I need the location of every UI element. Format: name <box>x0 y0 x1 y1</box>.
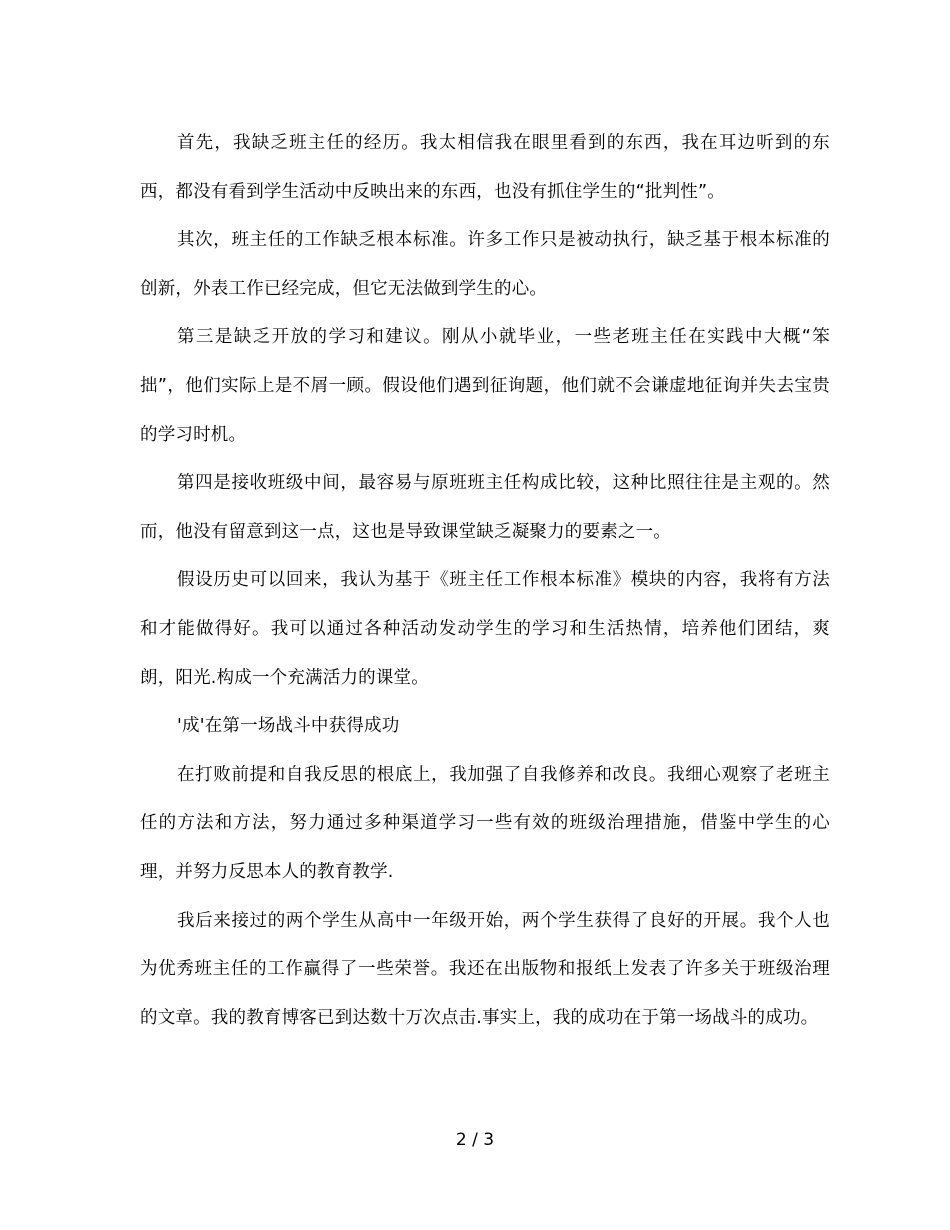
paragraph-class-comparison: 第四是接收班级中间，最容易与原班班主任构成比较，这种比照往往是主观的。然而，他没有留意到这一点，这也是导致课堂缺乏凝聚力的要素之一。 <box>140 473 830 542</box>
paragraph-if-history: 假设历史可以回来，我认为基于《班主任工作根本标准》模块的内容，我将有方法和才能做得好。我可以通过各种活动发动学生的学习和生活热情，培养他们团结，爽朗，阳光.构成一个充满活力的课堂。 <box>140 570 830 688</box>
paragraph-lack-learning: 第三是缺乏开放的学习和建议。刚从小就毕业，一些老班主任在实践中大概“笨拙”，他们实际上是不屑一顾。假设他们遇到征询题，他们就不会谦虚地征询并失去宝贵的学习时机。 <box>140 327 830 445</box>
paragraph-later-success: 我后来接过的两个学生从高中一年级开始，两个学生获得了良好的开展。我个人也为优秀班主任的工作赢得了一些荣誉。我还在出版物和报纸上发表了许多关于班级治理的文章。我的教育博客已到达数十万次点击.事实上，我的成功在于第一场战斗的成功。 <box>140 910 830 1028</box>
paragraph-lack-experience: 首先，我缺乏班主任的经历。我太相信我在眼里看到的东西，我在耳边听到的东西，都没有看到学生活动中反映出来的东西，也没有抓住学生的“批判性”。 <box>140 133 830 202</box>
section-heading-success: '成'在第一场战斗中获得成功 <box>177 716 400 737</box>
document-body <box>140 119 830 1042</box>
paragraph-lack-standards: 其次，班主任的工作缺乏根本标准。许多工作只是被动执行，缺乏基于根本标准的创新，外表工作已经完成，但它无法做到学生的心。 <box>140 230 830 299</box>
page-number: 2 / 3 <box>455 1130 495 1150</box>
paragraph-self-improvement: 在打败前提和自我反思的根底上，我加强了自我修养和改良。我细心观察了老班主任的方法和方法，努力通过多种渠道学习一些有效的班级治理措施，借鉴中学生的心理，并努力反思本人的教育教学. <box>140 764 830 882</box>
